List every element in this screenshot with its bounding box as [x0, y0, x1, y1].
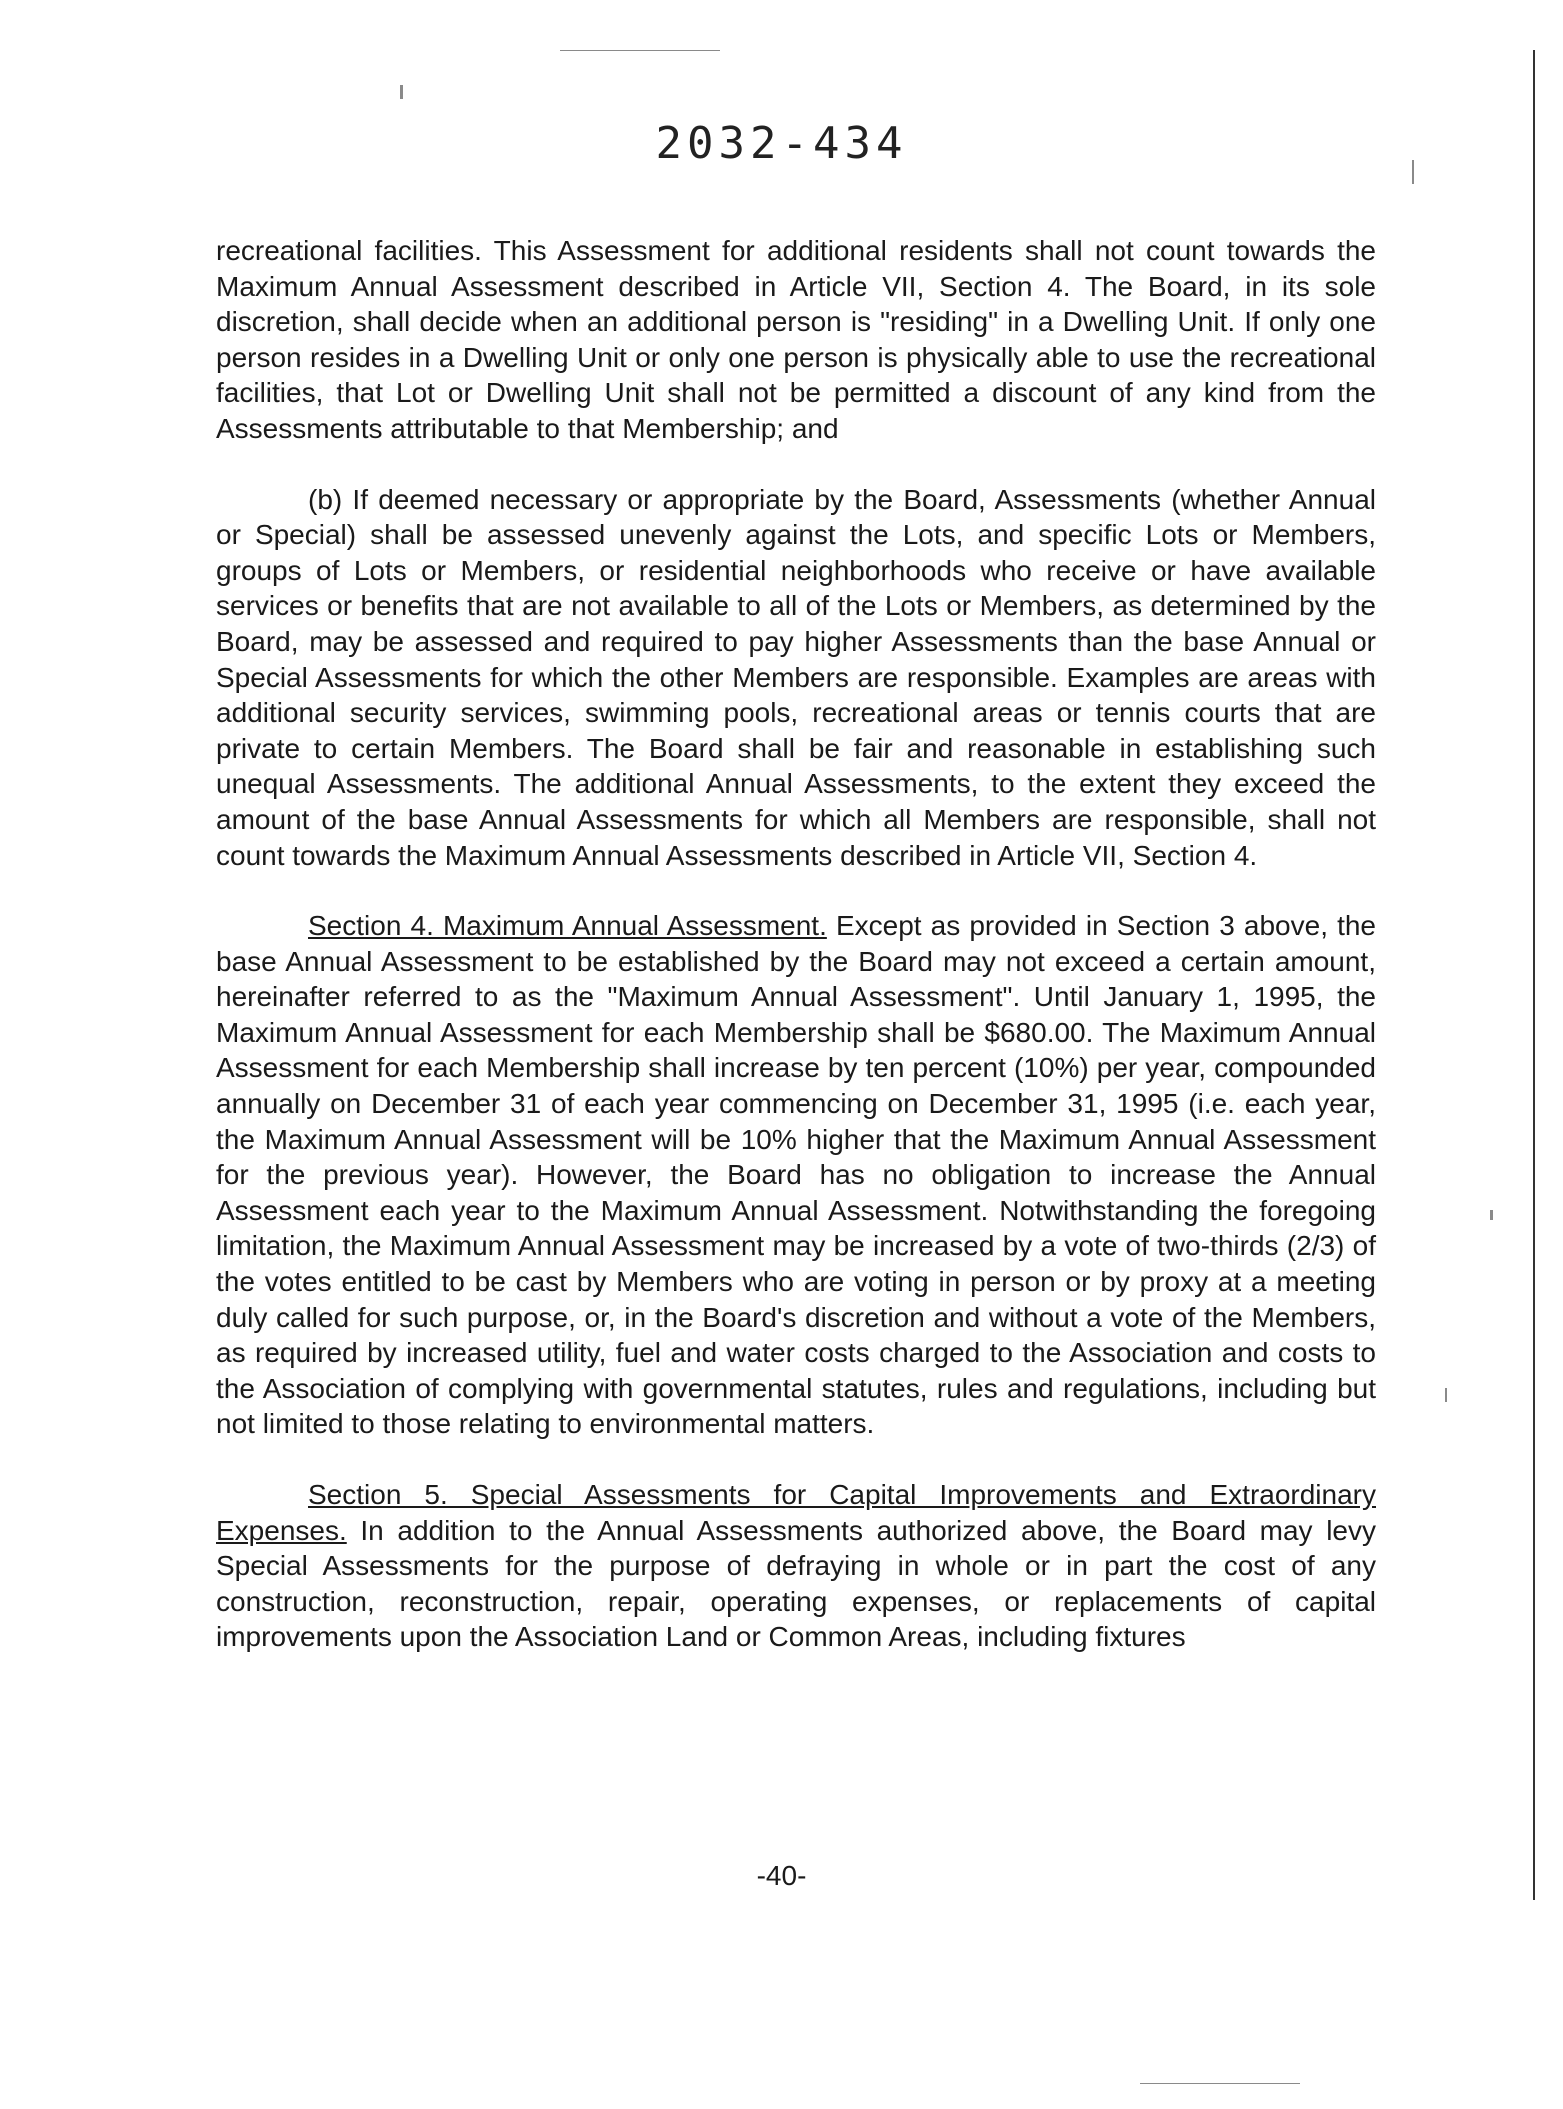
document-body [216, 233, 1376, 1655]
section-5-body: In addition to the Annual Assessments authorized above, the Board may levy Special Assessments for the purpose of defraying in whole or in part the cost of any construction, reconstruction, repair, operating expenses, or replacements of capital improvements upon the Association Land or Common Areas, including fixtures [216, 1514, 1377, 1653]
paragraph-b-uneven-assessments: (b) If deemed necessary or appropriate by the Board, Assessments (whether Annual or Special) shall be assessed unevenly against the Lots, and specific Lots or Members, groups of Lots or Members, or residential neighborhoods who receive or have available services or benefits that are not available to all of the Lots or Members, as determined by the Board, may be assessed and required to pay higher Assessments than the base Annual or Special Assessments for which the other Members are responsible. Examples are areas with additional security services, swimming pools, recreational areas or tennis courts that are private to certain Members. The Board shall be fair and reasonable in establishing such unequal Assessments. The additional Annual Assessments, to the extent they exceed the amount of the base Annual Assessments for which all Members are responsible, shall not count towards the Maximum Annual Assessments described in Article VII, Section 4. [216, 483, 1376, 871]
paragraph-recreational-facilities: recreational facilities. This Assessment for additional residents shall not count towards the Maximum Annual Assessment described in Article VII, Section 4. The Board, in its sole discretion, shall decide when an additional person is "residing" in a Dwelling Unit. If only one person resides in a Dwelling Unit or only one person is physically able to use the recreational facilities, that Lot or Dwelling Unit shall not be permitted a discount of any kind from the Assessments attributable to that Membership; and [216, 235, 1376, 444]
scan-edge-line [1533, 50, 1535, 1900]
scan-speck [1490, 1210, 1493, 1220]
section-4-heading: Section 4. Maximum Annual Assessment. [308, 910, 827, 942]
section-5-heading: Section 5. Special Assessments for Capital Improvements and Extraordinary Expenses. [216, 1479, 1376, 1546]
page-number: -40- [756, 1860, 807, 1891]
scan-speck [400, 85, 403, 99]
section-4-paragraph [216, 908, 1376, 1442]
scan-speck [1445, 1388, 1447, 1402]
section-4-body: Except as provided in Section 3 above, the base Annual Assessment to be established by the Board may not exceed a certain amount, hereinafter referred to as the "Maximum Annual Assessment". Until January 1, 1995, the Maximum Annual Assessment for each Membership shall be $680.00. The Maximum Annual Assessment for each Membership shall increase by ten percent (10%) per year, compounded annually on December 31 of each year commencing on December 31, 1995 (i.e. each year, the Maximum Annual Assessment will be 10% higher that the Maximum Annual Assessment for the previous year). However, the Board has no obligation to increase the Annual Assessment each year to the Maximum Annual Assessment. Notwithstanding the foregoing limitation, the Maximum Annual Assessment may be increased by a vote of two-thirds (2/3) of the votes entitled to be cast by Members who are voting in person or by proxy at a meeting duly called for such purpose, or, in the Board's discretion and without a vote of the Members, as required by increased utility, fuel and water costs charged to the Association and costs to the Association of complying with governmental statutes, rules and regulations, including but not limited to those relating to environmental matters. [216, 910, 1376, 1440]
scan-speck [560, 50, 720, 51]
document-number: 2032-434 [655, 118, 908, 169]
section-5-paragraph [216, 1477, 1376, 1655]
scan-speck [1140, 2083, 1300, 2084]
